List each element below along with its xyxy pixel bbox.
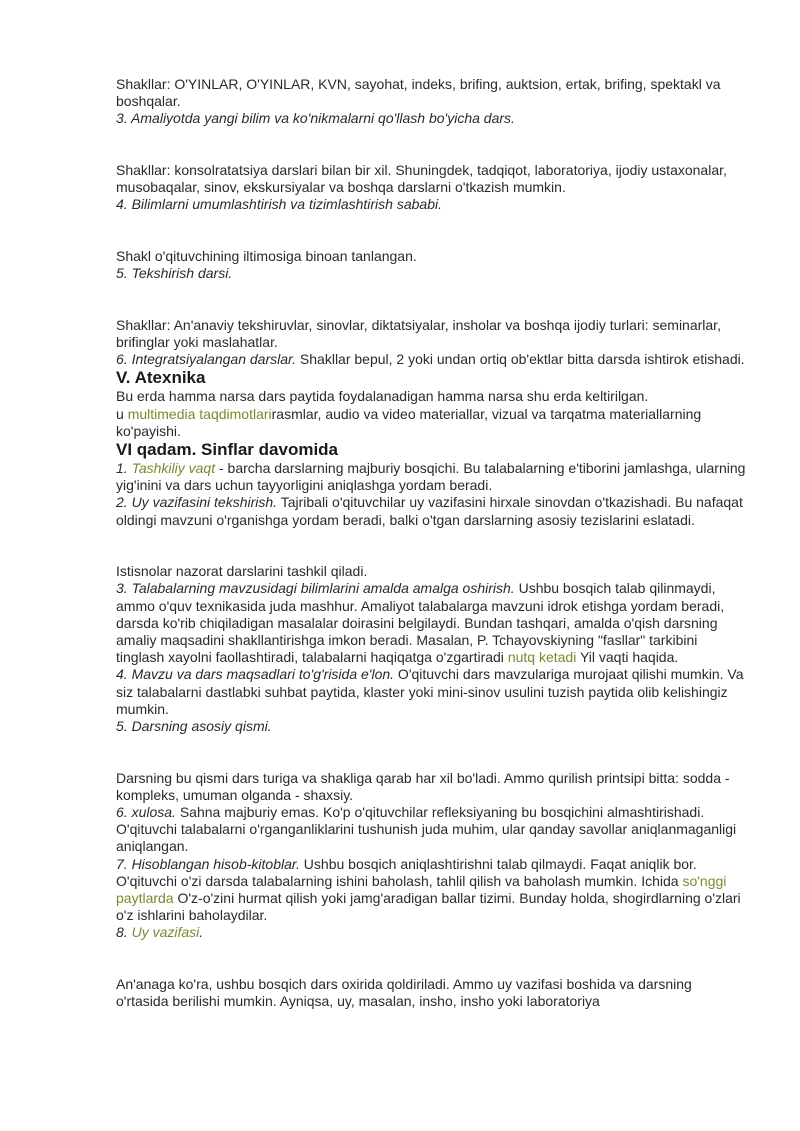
paragraph-equipment-list <box>116 406 746 440</box>
item-4-paragraph <box>116 666 746 718</box>
spacer <box>116 128 746 162</box>
item-6-heading: 6. Integratsiyalangan darslar. <box>116 351 297 368</box>
item-6-text: Shakllar bepul, 2 yoki undan ortiq ob'ektlar bitta darsda ishtirok etishadi. <box>296 351 745 368</box>
item-1-text: - barcha darslarning majburiy bosqichi. Bu talabalarning e'tiborini jamlashga, ularning yig'inini va dars uchun tayyorligini aniqlashga yordam beradi. <box>116 460 746 494</box>
spacer <box>116 735 746 769</box>
document-page <box>116 76 746 1010</box>
item-3b-text: Ushbu bosqich talab qilinmaydi, ammo o'quv texnikasida juda mashhur. Amaliyot talabalarga mavzuni idrok etishga yordam beradi, darsda ko'rib chiqiladigan masalalar doirasini belgilaydi. Bundan tashqari, amalda o'qish darsning amaliy maqsadini shakllantirishga imkon beradi. Masalan, P. Tchayovskiyning "fasllar" tarkibini tinglash xayolni faollashtiradi, talabalarni haqiqatga o'zgartiradi <box>116 580 725 666</box>
item-7-end: O'z-o'zini hurmat qilish yoki jamg'aradigan ballar tizimi. Bunday holda, shogirdlarning o'zlari o'z ishlarini baholaydilar. <box>116 890 741 924</box>
paragraph-forms-games: Shakllar: O'YINLAR, O'YINLAR, KVN, sayohat, indeks, brifing, auktsion, ertak, brifing, spektakl va boshqalar. <box>116 76 721 110</box>
item-5b-heading: 5. Darsning asosiy qismi. <box>116 718 272 735</box>
item-7-heading: 7. Hisoblangan hisob-kitoblar. <box>116 855 300 872</box>
item-2-paragraph <box>116 494 746 528</box>
spacer <box>116 529 746 563</box>
paragraph-main-part: Darsning bu qismi dars turiga va shakliga qarab har xil bo'ladi. Ammo qurilish printsipi bitta: sodda - kompleks, umuman olganda - shaxsiy. <box>116 769 730 803</box>
item-6b-paragraph <box>116 804 746 856</box>
item-2-text: Tajribali o'qituvchilar uy vazifasini hirxale sinovdan o'tkazishadi. Bu nafaqat oldingi mavzuni o'rganishga yordam beradi, balki o'tgan darslarning asosiy tezislarini eslatadi. <box>116 494 743 528</box>
item-1-paragraph <box>116 460 746 494</box>
paragraph-exceptions: Istisnolar nazorat darslarini tashkil qiladi. <box>116 563 368 580</box>
item-8-end: . <box>199 924 204 941</box>
item-3-heading: 3. Amaliyotda yangi bilim va ko'nikmalarni qo'llash bo'yicha dars. <box>116 110 515 127</box>
item-6b-heading: 6. xulosa. <box>116 804 176 821</box>
paragraph-forms-consolidation: Shakllar: konsolratatsiya darslari bilan bir xil. Shuningdek, tadqiqot, laboratoriya, ijodiy ustaxonalar, musobaqalar, sinov, ekskursiyalar va boshqa darslarni o'tkazish mumkin. <box>116 162 727 196</box>
section-heading-vi: VI qadam. Sinflar davomida <box>116 440 339 460</box>
text-rest: rasmlar, audio va video materiallar, vizual va tarqatma materiallarning ko'payishi. <box>116 405 702 439</box>
item-4b-text: O'qituvchi dars mavzulariga murojaat qilishi mumkin. Va siz talabalarni dastlabki suhbat paytida, klaster yoki mini-sinov usulini tuzish paytida olib kelishingiz mumkin. <box>116 666 744 717</box>
multimedia-link[interactable]: multimedia taqdimotlari <box>127 405 272 422</box>
item-4-heading: 4. Bilimlarni umumlashtirish va tizimlashtirish sababi. <box>116 196 442 213</box>
paragraph-form-choice: Shakl o'qituvchining iltimosiga binoan tanlangan. <box>116 248 417 264</box>
text-prefix: u <box>116 405 128 422</box>
spacer <box>116 942 746 976</box>
item-6-paragraph <box>116 351 746 368</box>
item-7-paragraph <box>116 856 746 925</box>
spacer <box>116 214 746 248</box>
paragraph-tradition: An'anaga ko'ra, ushbu bosqich dars oxirida qoldiriladi. Ammo uy vazifasi boshida va darsning o'rtasida berilishi mumkin. Ayniqsa, uy, masalan, insho, insho yoki laboratoriya <box>116 976 692 1010</box>
item-8-number: 8. <box>116 924 132 941</box>
speech-link[interactable]: nutq ketadi <box>507 649 577 666</box>
paragraph-equipment-intro: Bu erda hamma narsa dars paytida foydalanadigan hamma narsa shu erda keltirilgan. <box>116 388 649 405</box>
item-1-number: 1. <box>116 460 132 477</box>
item-3b-end: Yil vaqti haqida. <box>576 649 679 666</box>
item-2-heading: 2. Uy vazifasini tekshirish. <box>116 494 278 511</box>
item-8-paragraph <box>116 924 746 941</box>
item-7-text: Ushbu bosqich aniqlashtirishni talab qilmaydi. Faqat aniqlik bor. O'qituvchi o'zi darsda talabalarning ishini baholash, tahlil qilish va baholash mumkin. Ichida <box>116 855 697 889</box>
recently-link[interactable]: so'nggi paytlarda <box>116 872 727 907</box>
item-6b-text: Sahna majburiy emas. Ko'p o'qituvchilar refleksiyaning bu bosqichini almashtirishadi. O'qituvchi talabalarni o'rganganliklarini tushunish juda muhim, ular qanday savollar aniqlanmaganligi aniqlangan. <box>116 804 737 855</box>
item-5-heading: 5. Tekshirish darsi. <box>116 265 233 282</box>
item-3-paragraph <box>116 580 746 666</box>
homework-link[interactable]: Uy vazifasi <box>131 924 200 941</box>
organizational-time-link[interactable]: Tashkiliy vaqt <box>131 460 216 477</box>
item-4b-heading: 4. Mavzu va dars maqsadlari to'g'risida e'lon. <box>116 666 395 683</box>
paragraph-forms-tests: Shakllar: An'anaviy tekshiruvlar, sinovlar, diktatsiyalar, insholar va boshqa ijodiy turlari: seminarlar, brifinglar yoki maslahatlar. <box>116 316 721 350</box>
spacer <box>116 282 746 316</box>
section-heading-v: V. Atexnika <box>116 368 206 388</box>
item-3b-heading: 3. Talabalarning mavzusidagi bilimlarini amalda amalga oshirish. <box>116 580 515 597</box>
